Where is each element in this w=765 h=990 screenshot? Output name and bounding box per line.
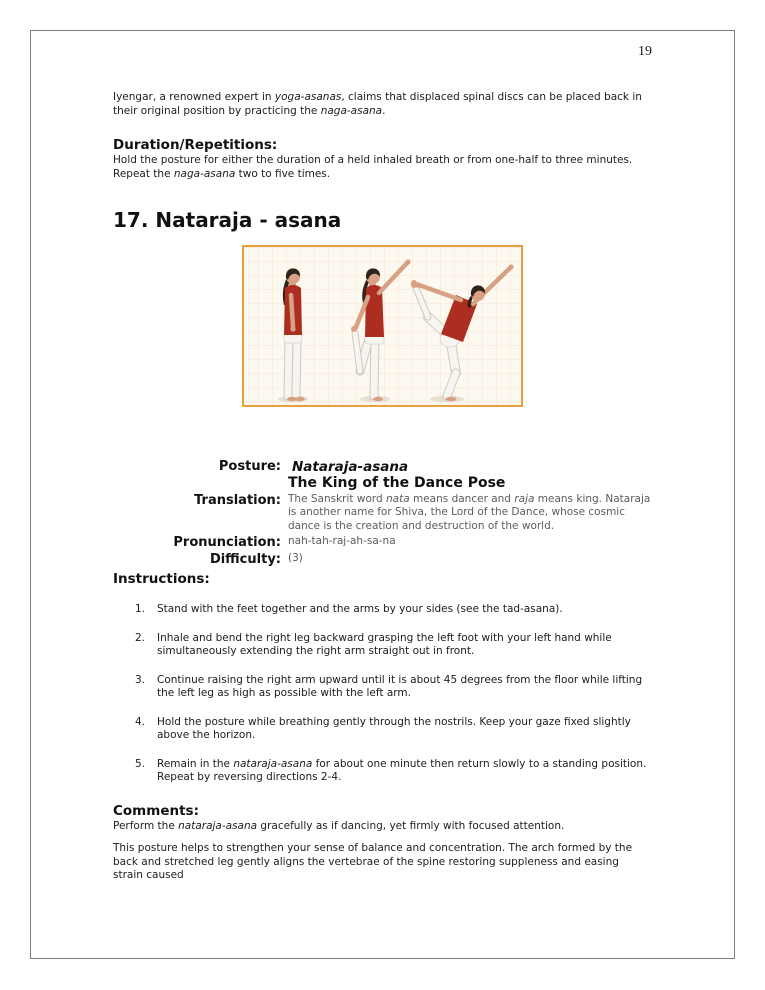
difficulty-value: (3): [288, 552, 303, 565]
instruction-number: 4.: [135, 715, 146, 728]
instruction-item: [135, 674, 652, 701]
posture-name: Nataraja-asana: [292, 459, 409, 475]
page-number: 19: [638, 44, 652, 59]
posture-subtitle: The King of the Dance Pose: [288, 475, 506, 491]
posture-label: Posture:: [218, 459, 281, 474]
instruction-item: [135, 632, 652, 659]
duration-heading: Duration/Repetitions:: [113, 137, 278, 153]
instruction-text: Inhale and bend the right leg backward grasping the left foot with your left hand while simultaneously extending the right arm straight out in front.: [157, 631, 612, 658]
intro-paragraph: Iyengar, a renowned expert in yoga-asanas, claims that displaced spinal discs can be placed back in their original position by practicing the naga-asana.: [113, 91, 642, 117]
instructions-heading: Instructions:: [113, 571, 210, 588]
instruction-text: Hold the posture while breathing gently through the nostrils. Keep your gaze fixed slightly above the horizon.: [157, 715, 631, 742]
difficulty-label: Difficulty:: [209, 552, 281, 568]
instruction-text: Remain in the nataraja-asana for about one minute then return slowly to a standing position. Repeat by reversing directions 2-4.: [157, 757, 647, 784]
translation-value: The Sanskrit word nata means dancer and raja means king. Nataraja is another name for Shiva, the Lord of the Dance, whose cosmic dance is the creation and destruction of the world.: [288, 493, 651, 532]
pronunciation-label: Pronunciation:: [173, 535, 281, 551]
pronunciation-value: nah-tah-raj-ah-sa-na: [288, 535, 396, 548]
document-page: [30, 30, 735, 959]
pose-details: [113, 459, 652, 567]
instruction-number: 3.: [135, 673, 146, 686]
instructions-list: [113, 603, 652, 785]
instruction-item: [135, 716, 652, 743]
comments-paragraph-2: This posture helps to strengthen your sense of balance and concentration. The arch formed by the back and stretched leg gently aligns the vertebrae of the spine restoring suppleness and easing strain caused: [113, 842, 633, 882]
comments-paragraph-1: Perform the nataraja-asana gracefully as if dancing, yet firmly with focused attention.: [113, 819, 565, 832]
duration-paragraph: Hold the posture for either the duration of a held inhaled breath or from one-half to three minutes. Repeat the naga-asana two to five times.: [113, 154, 633, 180]
translation-label: Translation:: [194, 493, 281, 508]
comments-heading: Comments:: [113, 802, 199, 819]
instruction-text: Stand with the feet together and the arms by your sides (see the tad-asana).: [157, 603, 563, 616]
pose-photo: [242, 245, 523, 407]
instruction-number: 2.: [135, 631, 146, 644]
instruction-text: Continue raising the right arm upward until it is about 45 degrees from the floor while lifting the left leg as high as possible with the left arm.: [157, 673, 643, 700]
posture-value: [288, 459, 652, 491]
instruction-number: 5.: [135, 757, 146, 770]
instruction-item: [135, 603, 652, 617]
pose-illustration: [244, 247, 521, 405]
instruction-number: 1.: [135, 603, 146, 616]
instruction-item: [135, 758, 652, 785]
section-heading: 17. Nataraja - asana: [113, 208, 342, 232]
